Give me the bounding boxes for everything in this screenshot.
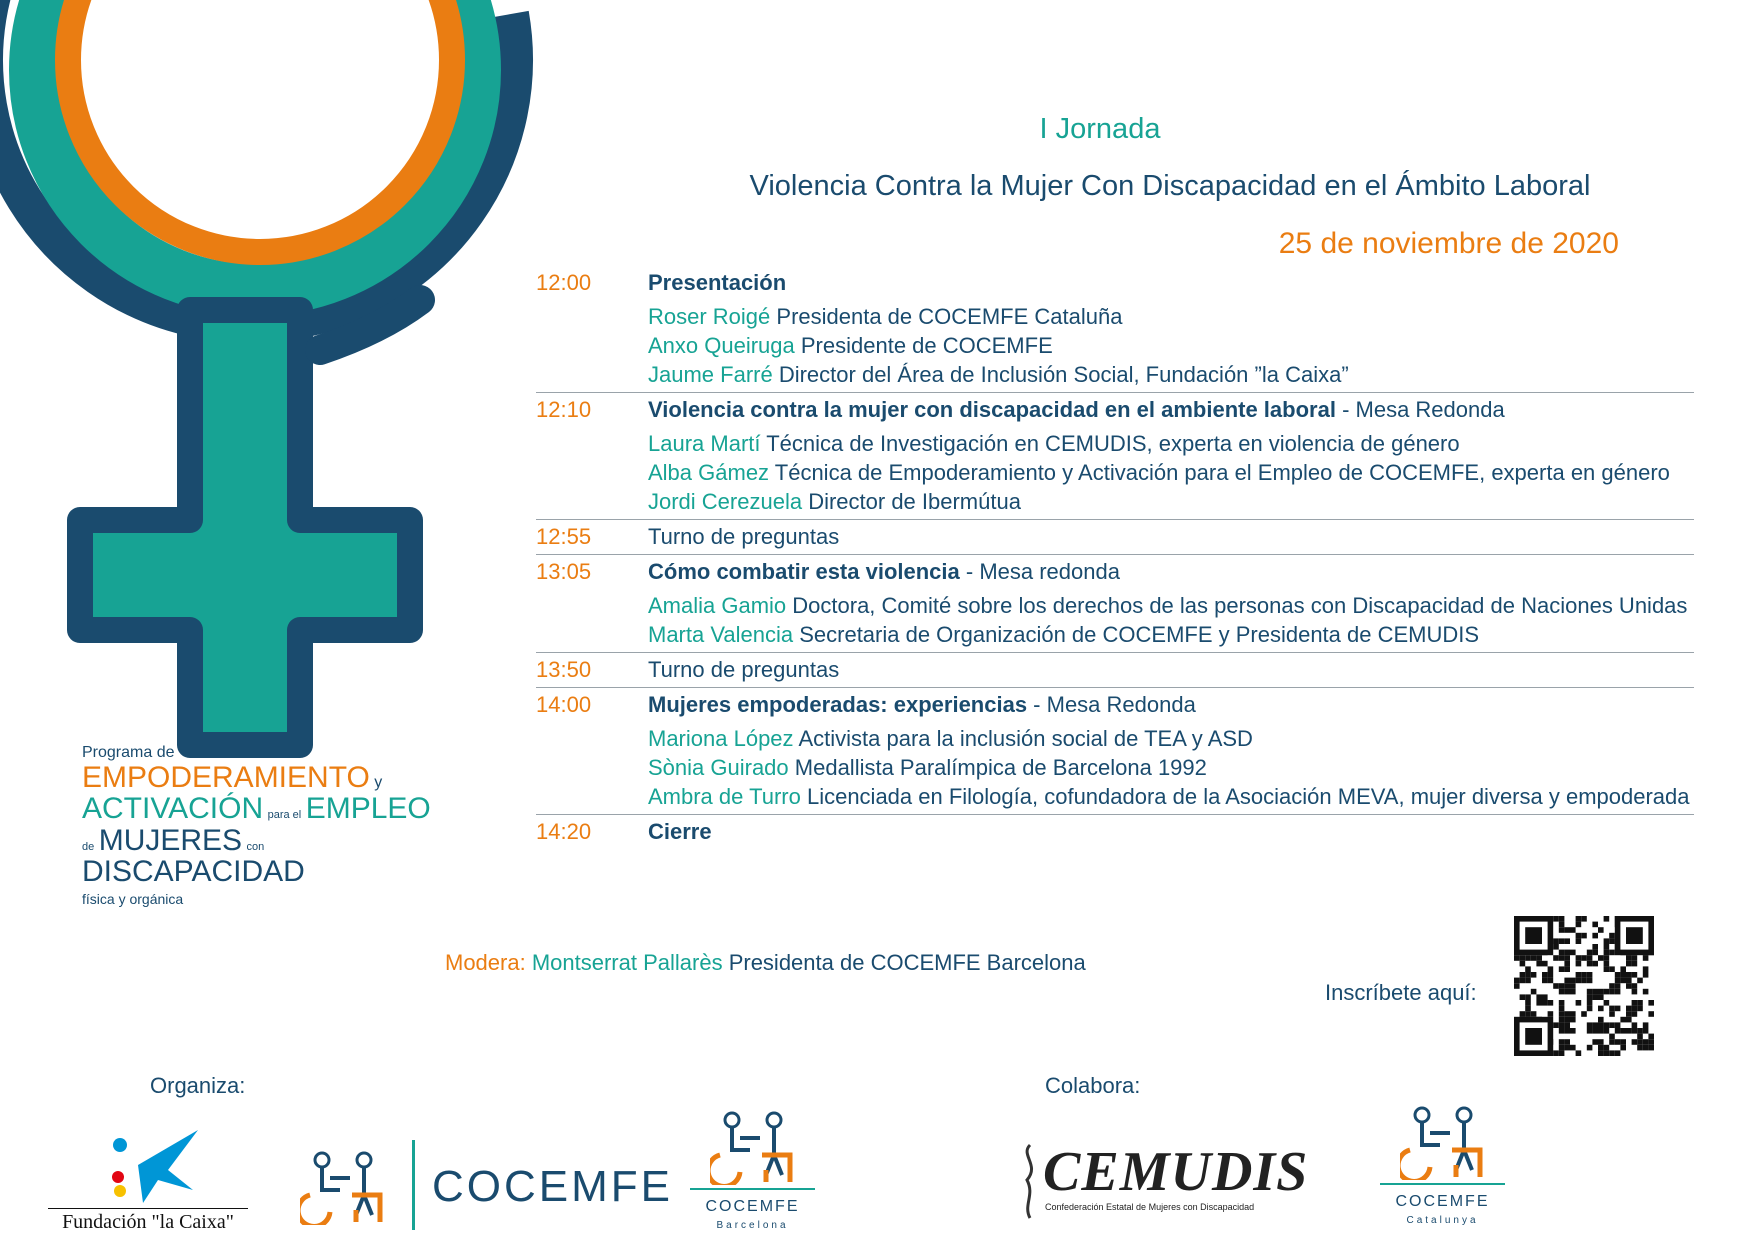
session-format: - Mesa Redonda <box>1027 692 1196 717</box>
event-title: Violencia Contra la Mujer Con Discapacidad en el Ámbito Laboral <box>749 170 1591 202</box>
speaker-line <box>536 429 1694 458</box>
speaker-name: Marta Valencia <box>648 622 794 647</box>
speaker-role: Técnica de Empoderamiento y Activación para el Empleo de COCEMFE, experta en género <box>769 460 1670 485</box>
speaker-role: Medallista Paralímpica de Barcelona 1992 <box>788 755 1207 780</box>
cocemfe-cat-name: COCEMFE <box>1395 1193 1490 1210</box>
organiza-label: Organiza: <box>150 1073 246 1098</box>
session-name: Violencia contra la mujer con discapacidad en el ambiente laboral <box>648 397 1336 422</box>
cocemfe-bcn-name: COCEMFE <box>705 1198 800 1215</box>
session-format: - Mesa redonda <box>959 559 1120 584</box>
cemudis-wordmark: CEMUDIS <box>1043 1141 1309 1203</box>
agenda-item-header <box>536 557 1694 586</box>
speaker-role: Técnica de Investigación en CEMUDIS, experta en violencia de género <box>760 431 1460 456</box>
session-format: - Mesa Redonda <box>1335 397 1505 422</box>
speaker-role: Director del Área de Inclusión Social, Fundación ”la Caixa” <box>772 362 1349 387</box>
cocemfe-logo <box>300 1140 673 1230</box>
cocemfe-bcn-line <box>690 1188 815 1190</box>
agenda-session-title <box>648 690 1196 719</box>
session-name: Cómo combatir esta violencia <box>648 559 960 584</box>
speaker-role: Presidente de COCEMFE <box>794 333 1053 358</box>
session-name: Presentación <box>648 270 787 295</box>
la-caixa-text: Fundación "la Caixa" <box>48 1208 248 1234</box>
speaker-line <box>536 360 1694 389</box>
activacion-word: ACTIVACIÓN <box>82 792 264 826</box>
agenda-session-title <box>648 655 839 684</box>
speaker-role: Licenciada en Filología, cofundadora de la Asociación MEVA, mujer diversa y empoderada <box>800 784 1690 809</box>
program-logo-text <box>82 745 431 906</box>
speaker-name: Anxo Queiruga <box>648 333 795 358</box>
speaker-name: Alba Gámez <box>648 460 770 485</box>
agenda-item <box>536 555 1694 653</box>
agenda-item-header <box>536 655 1694 684</box>
agenda-time: 12:55 <box>536 524 592 549</box>
venus-symbol-graphic <box>0 0 560 760</box>
speaker-line <box>536 487 1694 516</box>
speaker-line <box>536 458 1694 487</box>
agenda-time: 12:10 <box>536 397 592 422</box>
moderator-label: Modera <box>445 950 520 975</box>
agenda-time: 12:00 <box>536 270 592 295</box>
speaker-line <box>536 620 1694 649</box>
event-date: 25 de noviembre de 2020 <box>1278 227 1619 260</box>
event-edition: I Jornada <box>1039 113 1161 145</box>
cocemfe-divider <box>412 1140 415 1230</box>
speaker-name: Roser Roigé <box>648 304 771 329</box>
speaker-role: Presidenta de COCEMFE Cataluña <box>770 304 1123 329</box>
register-label: Inscríbete aquí: <box>1325 980 1477 1005</box>
cemudis-logo <box>1015 1140 1309 1220</box>
qr-code[interactable] <box>1514 916 1654 1056</box>
program-line-1: Programa de <box>82 744 175 761</box>
discapacidad-word: DISCAPACIDAD <box>82 855 305 889</box>
con-word: con <box>246 840 265 853</box>
empoderamiento-word: EMPODERAMIENTO <box>82 760 370 794</box>
fisica-organica-text: física y orgánica <box>82 890 184 907</box>
cocemfe-wordmark: COCEMFE <box>432 1162 673 1211</box>
session-name: Mujeres empoderadas: experiencias <box>648 692 1028 717</box>
agenda-item <box>536 815 1694 849</box>
agenda-session-title <box>648 395 1505 424</box>
para-el-word: para el <box>267 809 302 822</box>
speaker-name: Jordi Cerezuela <box>648 489 803 514</box>
cocemfe-cat-line <box>1380 1183 1505 1185</box>
empleo-word: EMPLEO <box>305 792 431 826</box>
agenda-item-header <box>536 817 1694 846</box>
session-name: Cierre <box>648 819 712 844</box>
cocemfe-catalunya-logo <box>1380 1105 1505 1230</box>
la-caixa-star-icon <box>48 1125 248 1203</box>
wheelchair-people-icon <box>300 1150 390 1225</box>
session-name: Turno de preguntas <box>648 657 840 682</box>
speaker-line <box>536 331 1694 360</box>
agenda-time: 13:50 <box>536 657 592 682</box>
speaker-role: Activista para la inclusión social de TEA y ASD <box>793 726 1253 751</box>
de-word: de <box>82 840 95 853</box>
speaker-line <box>536 782 1694 811</box>
agenda-session-title <box>648 522 839 551</box>
moderator-line <box>445 950 1086 976</box>
speaker-name: Amalia Gamio <box>648 593 787 618</box>
agenda-item-header <box>536 690 1694 719</box>
agenda-item <box>536 653 1694 688</box>
agenda-time: 14:00 <box>536 692 592 717</box>
moderator-colon: : <box>519 950 526 975</box>
agenda-table <box>536 266 1694 849</box>
wheelchair-people-icon <box>710 1110 800 1185</box>
speaker-line <box>536 753 1694 782</box>
agenda-item <box>536 393 1694 520</box>
cocemfe-cat-region: Catalunya <box>1406 1215 1479 1226</box>
y-word: y <box>374 773 383 791</box>
agenda-time: 14:20 <box>536 819 592 844</box>
speaker-name: Mariona López <box>648 726 794 751</box>
speaker-name: Laura Martí <box>648 431 761 456</box>
woman-figure-icon <box>1015 1140 1045 1220</box>
moderator-role: Presidenta de COCEMFE Barcelona <box>722 950 1086 975</box>
agenda-session-title <box>648 817 712 846</box>
speaker-role: Director de Ibermútua <box>802 489 1021 514</box>
colabora-label: Colabora: <box>1045 1073 1141 1098</box>
agenda-session-title <box>648 557 1120 586</box>
wheelchair-people-icon <box>1400 1105 1490 1180</box>
speaker-line <box>536 724 1694 753</box>
agenda-item <box>536 688 1694 815</box>
speaker-role: Secretaria de Organización de COCEMFE y Presidenta de CEMUDIS <box>793 622 1480 647</box>
speaker-line <box>536 302 1694 331</box>
cocemfe-barcelona-logo <box>690 1110 815 1235</box>
agenda-time: 13:05 <box>536 559 592 584</box>
speaker-role: Doctora, Comité sobre los derechos de las personas con Discapacidad de Naciones Unidas <box>786 593 1688 618</box>
agenda-item-header <box>536 522 1694 551</box>
speaker-name: Ambra de Turro <box>648 784 801 809</box>
agenda-item <box>536 520 1694 555</box>
agenda-session-title <box>648 268 786 297</box>
moderator-name: Montserrat Pallarès <box>525 950 723 975</box>
agenda-item <box>536 266 1694 393</box>
fundacion-la-caixa-logo <box>48 1125 248 1233</box>
agenda-item-header <box>536 395 1694 424</box>
cocemfe-bcn-city: Barcelona <box>716 1220 789 1231</box>
speaker-name: Jaume Farré <box>648 362 773 387</box>
cemudis-subtitle: Confederación Estatal de Mujeres con Discapacidad <box>1045 1202 1255 1212</box>
speaker-line <box>536 591 1694 620</box>
mujeres-word: MUJERES <box>98 823 243 857</box>
speaker-name: Sònia Guirado <box>648 755 789 780</box>
agenda-item-header <box>536 268 1694 297</box>
session-name: Turno de preguntas <box>648 524 840 549</box>
